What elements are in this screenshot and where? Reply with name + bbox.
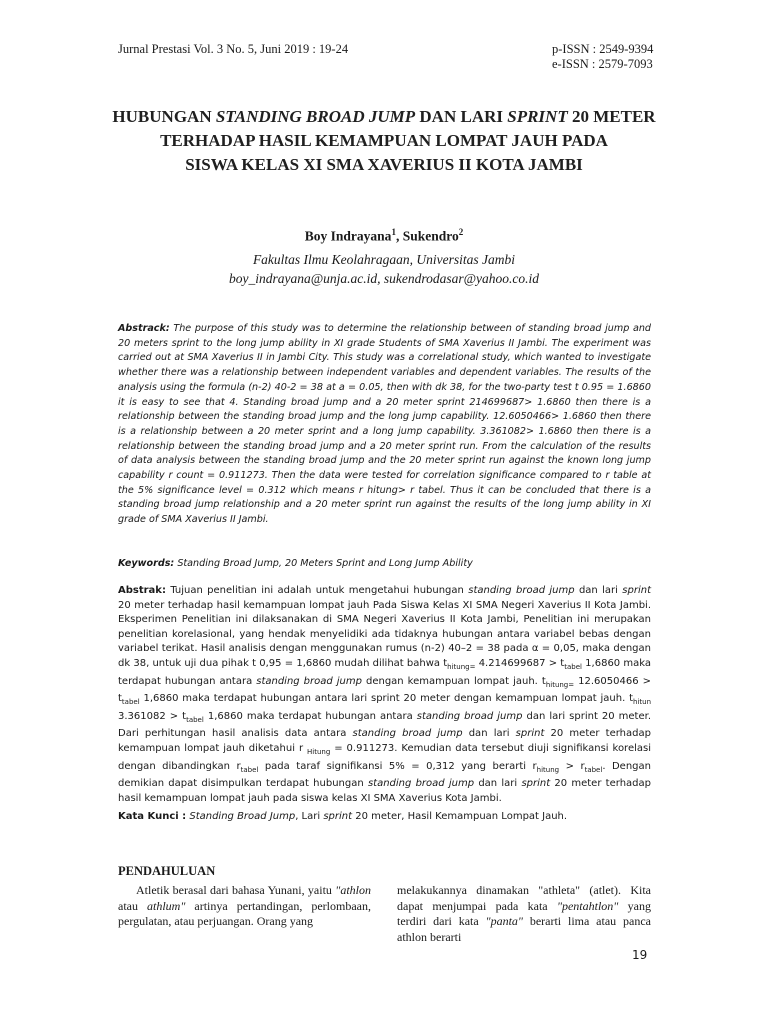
keywords-label: Keywords: [118,558,175,569]
keywords-indonesian: Kata Kunci : Standing Broad Jump, Lari sprint 20 meter, Hasil Kemampuan Lompat Jauh. [118,811,568,822]
author-emails: boy_indrayana@unja.ac.id, sukendrodasar@yahoo.co.id [228,271,540,286]
institution: Fakultas Ilmu Keolahragaan, Universitas Jambi [252,252,516,267]
journal-citation: Jurnal Prestasi Vol. 3 No. 5, Juni 2019 : 19-24 [118,42,349,56]
abstract-label: Abstrack: [118,323,170,334]
keywords-text: Standing Broad Jump, 20 Meters Sprint and Long Jump Ability [174,558,473,569]
title-line-3: SISWA KELAS XI SMA XAVERIUS II KOTA JAMBI [185,155,583,174]
author-list: Boy Indrayana$^1$, Sukendro$^2$ [304,227,464,244]
electronic-issn: e-ISSN : 2579-7093 [552,57,653,71]
kata-kunci-label: Kata Kunci : [118,811,187,822]
abstract-english [118,322,651,528]
abstract-indonesian: Abstrak: Tujuan penelitian ini adalah untuk mengetahui hubungan standing broad jump dan lari sprint 20 meter terhadap hasil kemampuan lompat jauh Pada Siswa Kelas XI SMA Negeri Xaverius II Kota Jambi. Eksperimen Penelitian ini dilaksanakan di SMA Negeri Xaverius II Kota Jambi, Penelitian ini merupakan penelitian korelasional, yang hendak menyelidiki ada tidaknya hubungan antara variabel bebas dengan variabel terikat. Hasil analisis dengan menggunakan rumus (n-2) 40–2 = 38 pada α = 0,05, maka dengan dk 38, untuk uji dua pihak t 0,95 = 1,6860 mudah dilihat bahwa $t_{hitung=}$ $4.214699687 > t_{tabel}$ 1,6860 maka terdapat hubungan antara standing broad jump dengan kemampuan lompat jauh. $t_{hitung=}$ $12.6050466 > t_{tabel}$ 1,6860 maka terdapat hubungan antara lari sprint 20 meter dengan kemampuan lompat jauh. $t_{hitun}$ $3.361082 > t_{tabel}$ 1,6860 maka terdapat hubungan antara standing broad jump dan lari sprint 20 meter. Dari perhitungan hasil analisis data antara standing broad jump dan lari sprint 20 meter terhadap kemampuan lompat jauh diketahui r $_{Hitung}$ = 0.911273. Kemudian data tersebut diuji signifikansi korelasi dengan dibandingkan $r_{tabel}$ pada taraf signifikansi 5% = 0,312 yang berarti $r_{hitung} > r_{tabel}$. Dengan demikian dapat disimpulkan terdapat hubungan standing broad jump dan lari sprint 20 meter terhadap hasil kemampuan lompat jauh pada siswa kelas XI SMA Xaverius Kota Jambi. [118,585,652,804]
page-number: 19 [632,948,648,962]
affiliation [80,250,688,288]
keywords-english [118,558,651,569]
title-line-1: HUBUNGAN STANDING BROAD JUMP DAN LARI SPRINT 20 METER [112,107,656,126]
abstrak-label: Abstrak: [118,585,166,596]
intro-column-left: Atletik berasal dari bahasa Yunani, yaitu "athlon atau athlum" artinya pertandingan, perlombaan, pergulatan, atau perjuangan. Orang yang [118,883,371,928]
print-issn: p-ISSN : 2549-9394 [552,42,654,56]
author-1: Boy Indrayana [304,228,392,244]
abstract-text: The purpose of this study was to determine the relationship between of standing broad jump and 20 meters sprint to the long jump ability in XI grade Students of SMA Xaverius II Jambi. The experiment was carried out at SMA Xaverius II in Jambi City. This study was a correlational study, which wanted to investigate whether there was a relationship between independent variables and dependent variables. The results of the analysis using the formula (n-2) 40-2 = 38 at a = 0.05, then with dk 38, for the two-party test t 0.95 = 1.6860 it is easy to see that 4. Standing broad jump and a 20 meter sprint 214699687> 1.6860 then there is a relationship between the standing broad jump and the long jump capability. 12.6050466> 1.6860 then there is a relationship between a 20 meter sprint and a long jump capability. 3.361082> 1.6860 then there is a relationship between the standing broad jump and a 20 meter sprint run. From the calculation of the results of data analysis between the standing broad jump and the 20 meter sprint run against the known long jump capability r count = 0.911273. Then the data were tested for correlation significance compared to r table at the 5% significance level = 0.312 which means r hitung> r tabel. Thus it can be concluded that there is a standing broad jump relationship and a 20 meter sprint run against the results of the long jump ability in XI grade of SMA Xaverius II Jambi. [118,323,651,526]
author-2: Sukendro [402,228,459,244]
issn-block [552,42,653,72]
title-line-2: TERHADAP HASIL KEMAMPUAN LOMPAT JAUH PADA [160,131,608,150]
intro-column-right: melakukannya dinamakan "athleta" (atlet). Kita dapat menjumpai pada kata "pentahtlon" yang terdiri dari kata "panta" berarti lima atau panca athlon berarti [397,883,652,944]
paper-title [80,105,688,177]
section-heading: PENDAHULUAN [118,864,216,878]
